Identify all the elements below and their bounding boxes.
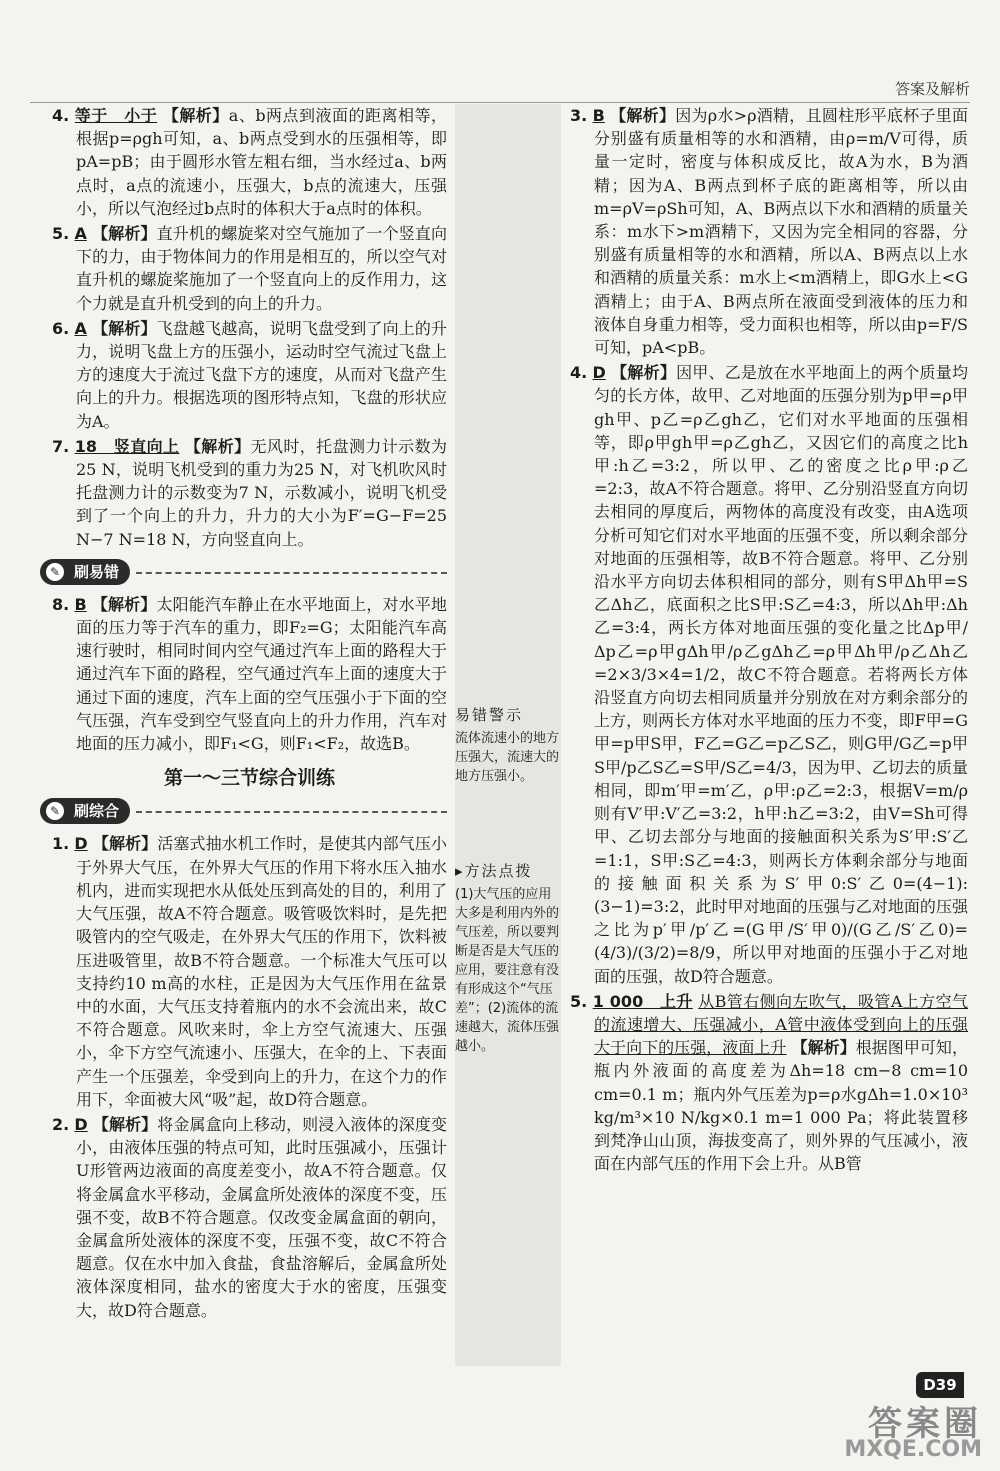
item-number: 1. — [52, 834, 70, 854]
item-tag: 【解析】 — [92, 224, 157, 244]
banner-badge — [40, 559, 130, 585]
side-note-method — [455, 862, 559, 1056]
section-title: 第一～三节综合训练 — [163, 767, 335, 790]
watermark-logo — [844, 1404, 982, 1463]
item-tag: 【解析】 — [184, 436, 251, 456]
answer-item-7 — [52, 435, 447, 551]
page-number-tab: D39 — [916, 1372, 964, 1398]
item-answer: B — [592, 106, 605, 125]
banner-label: 刷易错 — [74, 562, 120, 581]
answer-item-6 — [52, 317, 447, 433]
banner-divider — [136, 811, 447, 813]
item-tag: 【解析】 — [791, 1038, 856, 1058]
item-text: 因为ρ水>ρ酒精，且圆柱形平底杯子里面分别盛有质量相等的水和酒精，由ρ=m/V可得，质量一定时，密度与体积成反比，故A为水，B为酒精；因为A、B两点到杯子底的距离相等，所以由m=ρV=ρSh可知，A、B两点以下水和酒精的质量关系：m水下>m酒精下，又因为完全相同的容器，分别盛有质量相等的水和酒精，所以A、B两点以上水和酒精的质量关系：m水上<m酒精上，即G水上<G酒精上；由于A、B两点所在液面受到液体的压力和液体自身重力相等，受力面积也相等，所以由p=F/S可知，pA<pB。 — [594, 106, 968, 358]
item-tag: 【解析】 — [92, 834, 158, 854]
item-text: 太阳能汽车静止在水平地面上，对水平地面的压力等于汽车的重力，即F₂=G；太阳能汽车高速行驶时，相同时间内空气通过汽车上面的路程大于通过汽车下面的路程，空气通过汽车上面的速度大于通过下面的速度，汽车上面的空气压强小于下面的空气压强，汽车受到空气竖直向上的升力作用，汽车对地面的压力减小，即F₁<G，则F₁<F₂，故选B。 — [76, 594, 447, 754]
banner-comprehensive — [40, 796, 447, 826]
item-answer: 等于 小于 — [74, 106, 158, 125]
left-column — [49, 104, 447, 1324]
note-title-text: 方法点拨 — [464, 862, 533, 880]
answer-item-4-right — [570, 361, 968, 987]
item-answer: B — [74, 594, 87, 614]
item-tag: 【解析】 — [91, 594, 157, 614]
item-number: 7. — [52, 436, 70, 456]
item-text: 将金属盒向上移动，则浸入液体的深度变小，由液体压强的特点可知，此时压强减小，压强计U形管两边液面的高度差变小，故A不符合题意。仅将金属盒水平移动，金属盒所处液体的深度不变，压强不变，故B不符合题意。仅改变金属盒面的朝向，金属盒所处液体的深度不变，压强不变，故C不符合题意。仅在水中加入食盐，食盐溶解后，金属盒所处液体深度相同，盐水的密度大于水的密度，压强变大，故D符合题意。 — [76, 1114, 447, 1320]
page-header — [30, 78, 970, 103]
item-number: 5. — [52, 224, 70, 244]
banner-divider — [136, 572, 447, 574]
item-number: 4. — [570, 363, 588, 383]
item-number: 4. — [52, 106, 70, 125]
item-text: 根据图甲可知，瓶内外液面的高度差为Δh=18 cm−8 cm=10 cm=0.1 m；瓶内外气压差为p=ρ水gΔh=1.0×10³ kg/m³×10 N/kg×0.1 m=1 000 Pa；将此装置移到梵净山山顶，海拔变高了，则外界的气压减小，液面在内部气压的作用下会上升。从B管 — [594, 1038, 968, 1174]
banner-error-practice — [40, 557, 447, 587]
item-answer: 18 竖直向上 — [74, 436, 180, 456]
side-note-error-warning — [455, 706, 559, 786]
item-number: 8. — [52, 594, 70, 614]
banner-badge — [40, 798, 130, 824]
item-answer: A — [74, 224, 87, 244]
note-title — [455, 862, 559, 881]
item-number: 6. — [52, 318, 70, 338]
answer-item-5 — [52, 222, 447, 315]
item-answer: D — [592, 363, 606, 383]
note-title: 易错警示 — [455, 706, 524, 724]
answer-item-4 — [52, 104, 447, 220]
item-text: 因甲、乙是放在水平地面上的两个质量均匀的长方体，故甲、乙对地面的压强分别为p甲=ρ甲gh甲、p乙=ρ乙gh乙，它们对水平地面的压强相等，即ρ甲gh甲=ρ乙gh乙，又因它们的高度之比h甲:h乙=3:2，所以甲、乙的密度之比ρ甲:ρ乙=2:3，故A不符合题意。将甲、乙分别沿竖直方向切去相同的厚度后，两物体的高度没有改变，由A选项分析可知它们对水平地面的压强不变，所以剩余部分对地面的压强相等，故B不符合题意。将甲、乙分别沿水平方向切去体积相同的部分，则有S甲Δh甲=S乙Δh乙，底面积之比S甲:S乙=4:3，所以Δh甲:Δh乙=3:4，两长方体对地面压强的变化量之比Δp甲/Δp乙=ρ甲gΔh甲/ρ乙gΔh乙=ρ甲Δh甲/ρ乙Δh乙=2×3/3×4=1/2，故C不符合题意。若将两长方体沿竖直方向切去相同质量并分别放在对方剩余部分的上方，则两长方体对水平地面的压力不变，即F甲=G甲=p甲S甲，F乙=G乙=p乙S乙，则G甲/G乙=p甲S甲/p乙S乙=S甲/S乙=4/3，因为甲、乙切去的质量相同，即m′甲=m′乙，ρ甲:ρ乙=2:3，根据V=m/ρ则有V′甲:V′乙=3:2，h甲:h乙=3:2，由V=Sh可得甲、乙切去部分与地面的接触面积关系为S′甲:S′乙=1:1，S甲:S乙=4:3，则两长方体剩余部分与地面的接触面积关系为S′甲0:S′乙0=(4−1):(3−1)=3:2，此时甲对地面的压强与乙对地面的压强之比为p′甲/p′乙=(G甲/S′甲0)/(G乙/S′乙0)=(4/3)/(3/2)=8/9，所以甲对地面的压强小于乙对地面的压强，故D符合题意。 — [594, 363, 968, 986]
item-number: 3. — [570, 106, 588, 125]
banner-label: 刷综合 — [74, 802, 120, 821]
pencil-icon: ✎ — [46, 563, 64, 581]
item-answer: D — [74, 1114, 88, 1134]
item-answer: A — [74, 318, 87, 338]
answer-item-1 — [52, 832, 447, 1110]
item-number: 2. — [52, 1114, 70, 1134]
item-number: 5. — [570, 991, 588, 1011]
note-text: 流体流速小的地方压强大，流速大的地方压强小。 — [455, 731, 560, 784]
item-text: 无风时，托盘测力计示数为25 N，说明飞机受到的重力为25 N，对飞机吹风时托盘测力计的示数变为7 N，示数减小，说明飞机受到了一个向上的升力，升力的大小为F′=G−F=25 N−7 N=18 N，方向竖直向上。 — [76, 436, 447, 549]
answer-item-5-right — [570, 990, 968, 1176]
item-answer: D — [74, 834, 88, 854]
header-title: 答案及解析 — [894, 80, 970, 98]
item-text: 飞盘越飞越高，说明飞盘受到了向上的升力，说明飞盘上方的压强小，运动时空气流过飞盘上方的速度大于流过飞盘下方的速度，从而对飞盘产生向上的升力。根据选项的图形特点知，飞盘的形状应为A。 — [76, 318, 447, 431]
watermark-line1: 答案圈 — [868, 1404, 982, 1444]
item-text: a、b两点到液面的距离相等，根据p=ρgh可知，a、b两点受到水的压强相等，即pA=pB；由于圆形水管左粗右细，当水经过a、b两点时，a点的流速小，压强大，b点的流速大，压强小，所以气泡经过b点时的体积大于a点时的体积。 — [76, 106, 447, 218]
pencil-icon: ✎ — [46, 802, 64, 820]
item-tag: 【解析】 — [162, 106, 229, 125]
item-tag: 【解析】 — [611, 363, 677, 383]
note-text: (1)大气压的应用大多是利用内外的气压差，所以要判断是否是大气压的应用，要注意有没有形成这个“气压差”；(2)流体的流速越大，流体压强越小。 — [455, 887, 560, 1054]
item-tag: 【解析】 — [610, 106, 676, 125]
item-tag: 【解析】 — [92, 1114, 158, 1134]
arrow-icon: ▸ — [455, 862, 465, 880]
item-answer: 1 000 上升 — [592, 991, 693, 1011]
item-text: 活塞式抽水机工作时，是使其内部气压小于外界大气压，在外界大气压的作用下将水压入抽水机内，进而实现把水从低处压到高处的目的，利用了大气压强，故A不符合题意。吸管吸饮料时，是先把吸管内的空气吸走，在外界大气压的作用下，饮料被压进吸管里，故B不符合题意。一个标准大气压可以支持约10 m高的水柱，正是因为大气压作用在盆景中的水面，大气压支持着瓶内的水不会流出来，故C不符合题意。风吹来时，伞上方空气流速大、压强小，伞下方空气流速小、压强大，在伞的上、下表面产生一个压强差，伞受到向上的升力，在这个力的作用下，伞面被大风“吸”起，故D符合题意。 — [76, 834, 447, 1109]
item-underlined-answer: 从B管右侧向左吹气，吸管A上方空气的流速增大、压强减小，A管中液体受到向上的压强大于向下的压强，液面上升 — [594, 991, 968, 1058]
item-tag: 【解析】 — [92, 318, 157, 338]
answer-item-2 — [52, 1113, 447, 1322]
answer-item-8 — [52, 593, 447, 755]
answer-item-3 — [570, 104, 968, 359]
item-text: 直升机的螺旋桨对空气施加了一个竖直向下的力，由于物体间力的作用是相互的，所以空气对直升机的螺旋桨施加了一个竖直向上的反作用力，这个力就是直升机受到的向上的升力。 — [76, 224, 447, 313]
right-column — [570, 104, 968, 1177]
watermark-line2: MXQE.COM — [844, 1437, 982, 1462]
